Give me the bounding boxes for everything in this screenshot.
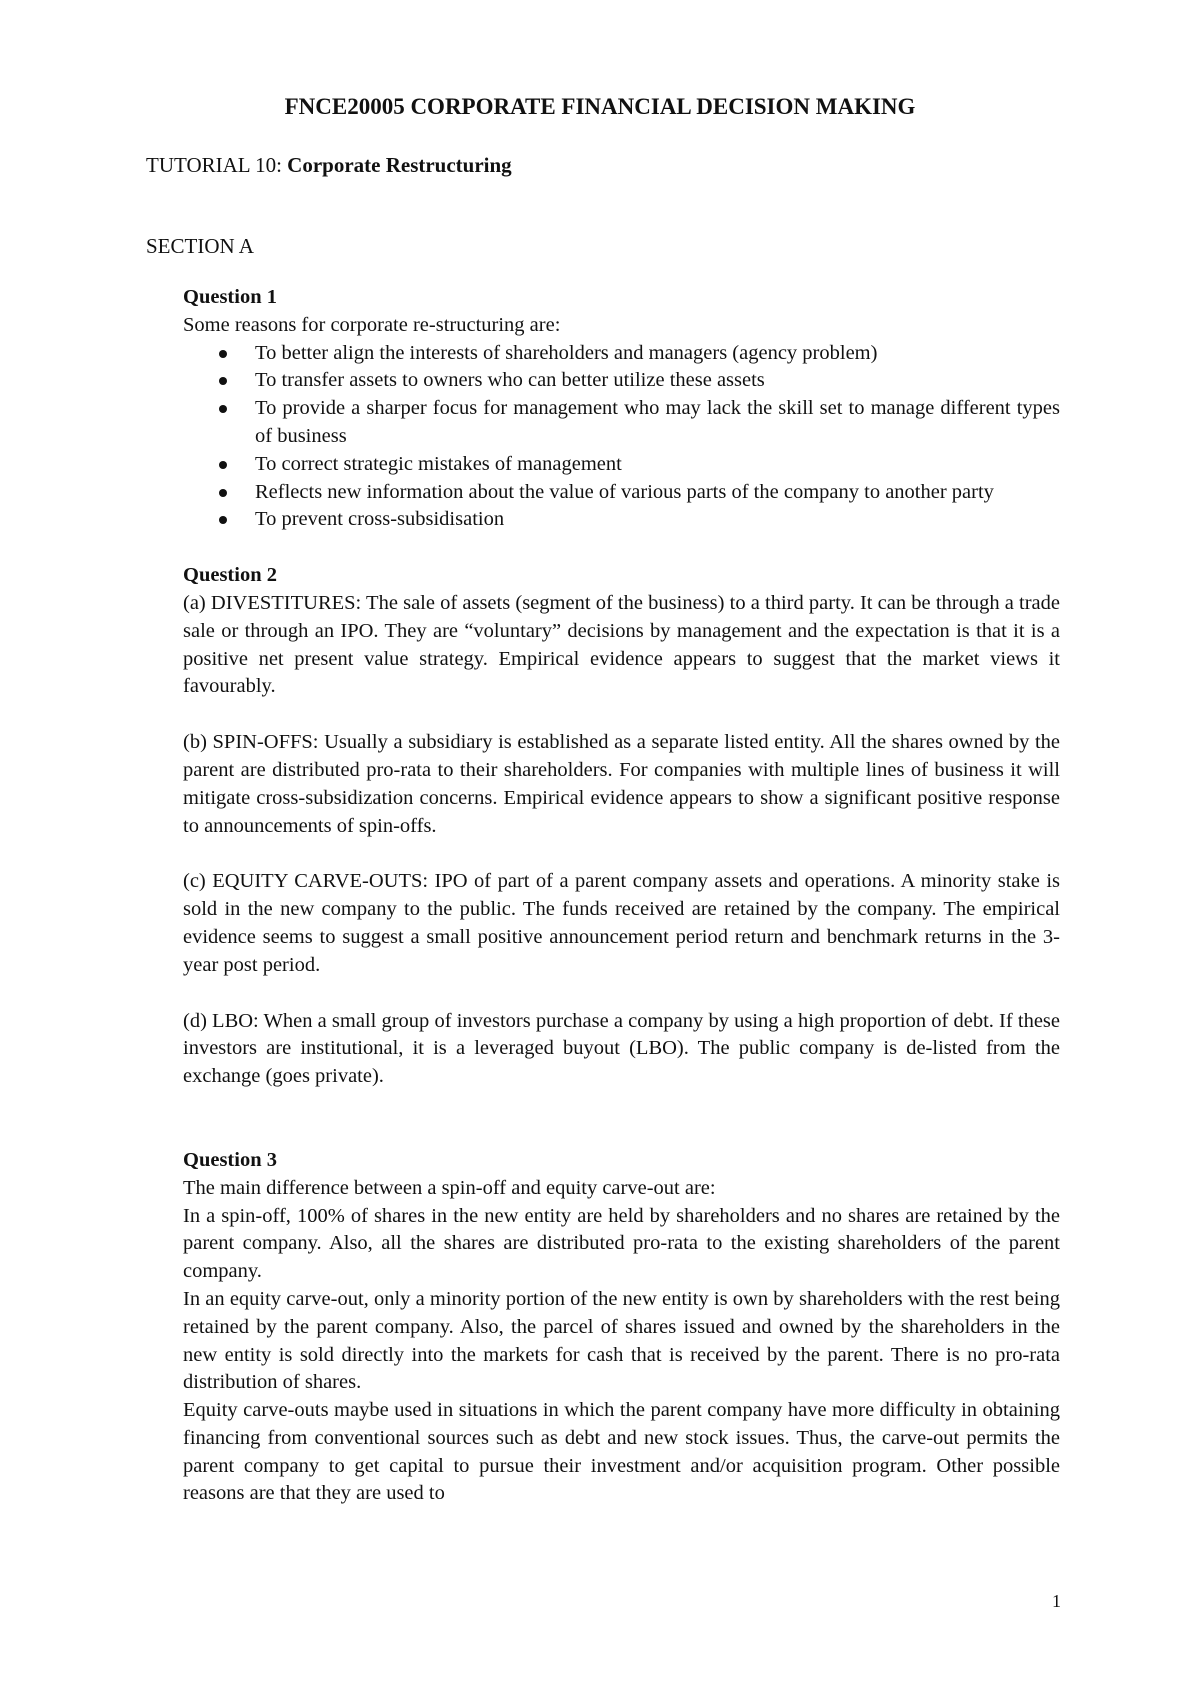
list-item (183, 367, 1060, 395)
list-item (183, 506, 1060, 534)
question-1-heading: Question 1 (183, 286, 277, 308)
page-number: 1 (1052, 1591, 1061, 1611)
question-1-reasons-list (183, 340, 1060, 535)
list-item (183, 340, 1060, 368)
question-2-divestitures: (a) DIVESTITURES: The sale of assets (segment of the business) to a third party. It can be through a trade sale or through an IPO. They are “voluntary” decisions by management and the expectation is that it is a positive net present value strategy. Empirical evidence appears to suggest that the market views it favourably. (183, 591, 1060, 698)
bullet-icon (219, 461, 227, 469)
list-item-text: To better align the interests of shareholders and managers (agency problem) (255, 341, 878, 364)
bullet-icon (219, 377, 227, 385)
question-3-carve-out-paragraph: In an equity carve-out, only a minority portion of the new entity is own by shareholders with the rest being retained by the parent company. Also, the parcel of shares issued and owned by the shareholders in the new entity is sold directly into the markets for cash that is received by the parent. There is no pro-rata distribution of shares. (183, 1287, 1060, 1394)
bullet-icon (219, 405, 227, 413)
section-heading: SECTION A (146, 234, 254, 258)
list-item-text: To provide a sharper focus for management who may lack the skill set to manage different types of business (255, 397, 1060, 447)
question-2-spin-offs: (b) SPIN-OFFS: Usually a subsidiary is established as a separate listed entity. All the shares owned by the parent are distributed pro-rata to their shareholders. For companies with multiple lines of business it will mitigate cross-subsidization concerns. Empirical evidence appears to show a significant positive response to announcements of spin-offs. (183, 731, 1060, 837)
bullet-icon (219, 489, 227, 497)
question-2-heading: Question 2 (183, 564, 277, 587)
question-3-intro: The main difference between a spin-off and equity carve-out are: (183, 1176, 716, 1199)
spacer (183, 701, 1060, 729)
spacer (183, 1091, 1060, 1147)
spacer (183, 980, 1060, 1008)
list-item-text: To prevent cross-subsidisation (255, 508, 505, 531)
list-item (183, 395, 1060, 451)
tutorial-topic: Corporate Restructuring (287, 153, 512, 177)
bullet-icon (219, 516, 227, 524)
tutorial-label: TUTORIAL 10: (146, 153, 288, 177)
question-1-intro: Some reasons for corporate re-structuring are: (183, 313, 561, 336)
question-3-reasons-paragraph: Equity carve-outs maybe used in situations in which the parent company have more difficulty in obtaining financing from conventional sources such as debt and new stock issues. Thus, the carve-out permits the parent company to get capital to pursue their investment and/or acquisition program. Other possible reasons are that they are used to (183, 1399, 1060, 1505)
question-3-spin-off-paragraph: In a spin-off, 100% of shares in the new entity are held by shareholders and no shares are retained by the parent company. Also, all the shares are distributed pro-rata to the existing shareholders of the parent company. (183, 1204, 1060, 1283)
list-item-text: To transfer assets to owners who can better utilize these assets (255, 369, 765, 392)
tutorial-title (146, 152, 512, 178)
list-item (183, 479, 1060, 507)
question-2-equity-carve-outs: (c) EQUITY CARVE-OUTS: IPO of part of a parent company assets and operations. A minority stake is sold in the new company to the public. The funds received are retained by the company. The empirical evidence seems to suggest a small positive announcement period return and benchmark returns in the 3-year post period. (183, 870, 1060, 976)
spacer (183, 840, 1060, 868)
bullet-icon (219, 350, 227, 358)
question-3-heading: Question 3 (183, 1148, 277, 1171)
document-title: FNCE20005 CORPORATE FINANCIAL DECISION MAKING (284, 94, 916, 119)
list-item-text: To correct strategic mistakes of management (255, 452, 622, 475)
spacer (183, 534, 1060, 562)
question-2-lbo: (d) LBO: When a small group of investors purchase a company by using a high proportion of debt. If these investors are institutional, it is a leveraged buyout (LBO). The public company is de-listed from the exchange (goes private). (183, 1009, 1060, 1088)
section-content (183, 284, 1060, 1508)
list-item (183, 451, 1060, 479)
list-item-text: Reflects new information about the value of various parts of the company to another party (255, 480, 994, 503)
